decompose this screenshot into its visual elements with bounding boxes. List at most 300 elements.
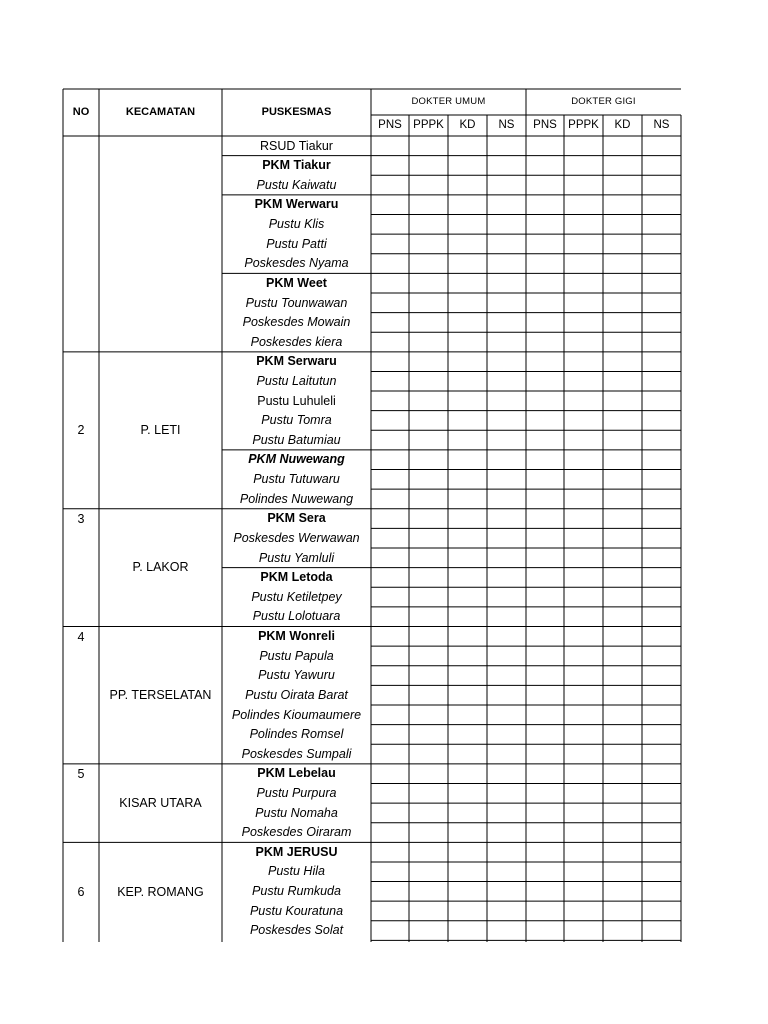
count-input-cell[interactable] <box>642 234 681 254</box>
count-input-cell[interactable] <box>371 509 409 529</box>
count-input-cell[interactable] <box>371 725 409 745</box>
count-input-cell[interactable] <box>642 352 681 372</box>
count-input-cell[interactable] <box>564 862 603 882</box>
count-input-cell[interactable] <box>526 195 564 215</box>
count-input-cell[interactable] <box>371 607 409 627</box>
count-input-cell[interactable] <box>564 921 603 941</box>
count-input-cell[interactable] <box>487 470 526 490</box>
count-input-cell[interactable] <box>603 901 642 921</box>
count-input-cell[interactable] <box>564 587 603 607</box>
count-input-cell[interactable] <box>526 136 564 156</box>
count-input-cell[interactable] <box>371 234 409 254</box>
count-input-cell[interactable] <box>371 528 409 548</box>
count-input-cell[interactable] <box>642 273 681 293</box>
count-input-cell[interactable] <box>448 744 487 764</box>
count-input-cell[interactable] <box>448 254 487 274</box>
count-input-cell[interactable] <box>526 823 564 843</box>
count-input-cell[interactable] <box>564 823 603 843</box>
count-input-cell[interactable] <box>409 803 448 823</box>
count-input-cell[interactable] <box>371 254 409 274</box>
count-input-cell[interactable] <box>603 823 642 843</box>
count-input-cell[interactable] <box>603 273 642 293</box>
count-input-cell[interactable] <box>642 803 681 823</box>
count-input-cell[interactable] <box>526 882 564 902</box>
count-input-cell[interactable] <box>409 646 448 666</box>
count-input-cell[interactable] <box>409 685 448 705</box>
count-input-cell[interactable] <box>603 705 642 725</box>
count-input-cell[interactable] <box>448 509 487 529</box>
count-input-cell[interactable] <box>526 411 564 431</box>
count-input-cell[interactable] <box>564 411 603 431</box>
count-input-cell[interactable] <box>564 548 603 568</box>
count-input-cell[interactable] <box>448 882 487 902</box>
count-input-cell[interactable] <box>603 528 642 548</box>
count-input-cell[interactable] <box>487 921 526 941</box>
count-input-cell[interactable] <box>564 254 603 274</box>
count-input-cell[interactable] <box>409 136 448 156</box>
count-input-cell[interactable] <box>448 568 487 588</box>
count-input-cell[interactable] <box>564 450 603 470</box>
count-input-cell[interactable] <box>371 548 409 568</box>
count-input-cell[interactable] <box>564 489 603 509</box>
count-input-cell[interactable] <box>448 293 487 313</box>
count-input-cell[interactable] <box>409 293 448 313</box>
count-input-cell[interactable] <box>409 528 448 548</box>
count-input-cell[interactable] <box>371 175 409 195</box>
count-input-cell[interactable] <box>603 234 642 254</box>
count-input-cell[interactable] <box>642 332 681 352</box>
count-input-cell[interactable] <box>487 548 526 568</box>
count-input-cell[interactable] <box>603 764 642 784</box>
count-input-cell[interactable] <box>487 528 526 548</box>
count-input-cell[interactable] <box>564 293 603 313</box>
count-input-cell[interactable] <box>409 764 448 784</box>
count-input-cell[interactable] <box>526 685 564 705</box>
count-input-cell[interactable] <box>487 568 526 588</box>
count-input-cell[interactable] <box>448 450 487 470</box>
count-input-cell[interactable] <box>371 685 409 705</box>
count-input-cell[interactable] <box>371 646 409 666</box>
count-input-cell[interactable] <box>642 764 681 784</box>
count-input-cell[interactable] <box>448 371 487 391</box>
count-input-cell[interactable] <box>409 509 448 529</box>
count-input-cell[interactable] <box>487 234 526 254</box>
count-input-cell[interactable] <box>487 214 526 234</box>
count-input-cell[interactable] <box>409 568 448 588</box>
count-input-cell[interactable] <box>487 764 526 784</box>
count-input-cell[interactable] <box>448 195 487 215</box>
count-input-cell[interactable] <box>603 548 642 568</box>
count-input-cell[interactable] <box>603 293 642 313</box>
count-input-cell[interactable] <box>526 783 564 803</box>
count-input-cell[interactable] <box>564 391 603 411</box>
count-input-cell[interactable] <box>409 156 448 176</box>
count-input-cell[interactable] <box>487 842 526 862</box>
count-input-cell[interactable] <box>564 234 603 254</box>
count-input-cell[interactable] <box>564 803 603 823</box>
count-input-cell[interactable] <box>487 685 526 705</box>
count-input-cell[interactable] <box>448 725 487 745</box>
count-input-cell[interactable] <box>526 352 564 372</box>
count-input-cell[interactable] <box>487 862 526 882</box>
count-input-cell[interactable] <box>409 627 448 647</box>
count-input-cell[interactable] <box>603 666 642 686</box>
count-input-cell[interactable] <box>642 195 681 215</box>
count-input-cell[interactable] <box>526 470 564 490</box>
count-input-cell[interactable] <box>603 685 642 705</box>
count-input-cell[interactable] <box>371 273 409 293</box>
count-input-cell[interactable] <box>564 273 603 293</box>
count-input-cell[interactable] <box>448 214 487 234</box>
count-input-cell[interactable] <box>487 509 526 529</box>
count-input-cell[interactable] <box>603 332 642 352</box>
count-input-cell[interactable] <box>409 470 448 490</box>
count-input-cell[interactable] <box>526 587 564 607</box>
count-input-cell[interactable] <box>371 411 409 431</box>
count-input-cell[interactable] <box>642 568 681 588</box>
count-input-cell[interactable] <box>526 214 564 234</box>
count-input-cell[interactable] <box>642 156 681 176</box>
count-input-cell[interactable] <box>371 214 409 234</box>
count-input-cell[interactable] <box>526 371 564 391</box>
count-input-cell[interactable] <box>487 803 526 823</box>
count-input-cell[interactable] <box>526 901 564 921</box>
count-input-cell[interactable] <box>526 254 564 274</box>
count-input-cell[interactable] <box>448 587 487 607</box>
count-input-cell[interactable] <box>487 293 526 313</box>
count-input-cell[interactable] <box>409 783 448 803</box>
count-input-cell[interactable] <box>448 842 487 862</box>
count-input-cell[interactable] <box>448 627 487 647</box>
count-input-cell[interactable] <box>603 803 642 823</box>
count-input-cell[interactable] <box>487 882 526 902</box>
count-input-cell[interactable] <box>526 627 564 647</box>
count-input-cell[interactable] <box>409 587 448 607</box>
count-input-cell[interactable] <box>526 764 564 784</box>
count-input-cell[interactable] <box>564 528 603 548</box>
count-input-cell[interactable] <box>642 489 681 509</box>
count-input-cell[interactable] <box>526 528 564 548</box>
count-input-cell[interactable] <box>487 195 526 215</box>
count-input-cell[interactable] <box>409 882 448 902</box>
count-input-cell[interactable] <box>564 764 603 784</box>
count-input-cell[interactable] <box>603 175 642 195</box>
count-input-cell[interactable] <box>564 725 603 745</box>
count-input-cell[interactable] <box>564 783 603 803</box>
count-input-cell[interactable] <box>487 587 526 607</box>
count-input-cell[interactable] <box>564 156 603 176</box>
count-input-cell[interactable] <box>409 214 448 234</box>
count-input-cell[interactable] <box>487 430 526 450</box>
count-input-cell[interactable] <box>526 862 564 882</box>
count-input-cell[interactable] <box>603 254 642 274</box>
count-input-cell[interactable] <box>371 823 409 843</box>
count-input-cell[interactable] <box>642 646 681 666</box>
count-input-cell[interactable] <box>371 744 409 764</box>
count-input-cell[interactable] <box>642 175 681 195</box>
count-input-cell[interactable] <box>487 391 526 411</box>
count-input-cell[interactable] <box>371 195 409 215</box>
count-input-cell[interactable] <box>642 725 681 745</box>
count-input-cell[interactable] <box>371 156 409 176</box>
count-input-cell[interactable] <box>603 411 642 431</box>
count-input-cell[interactable] <box>603 391 642 411</box>
count-input-cell[interactable] <box>409 744 448 764</box>
count-input-cell[interactable] <box>642 430 681 450</box>
count-input-cell[interactable] <box>603 450 642 470</box>
count-input-cell[interactable] <box>564 136 603 156</box>
count-input-cell[interactable] <box>487 273 526 293</box>
count-input-cell[interactable] <box>448 332 487 352</box>
count-input-cell[interactable] <box>409 332 448 352</box>
count-input-cell[interactable] <box>409 391 448 411</box>
count-input-cell[interactable] <box>371 882 409 902</box>
count-input-cell[interactable] <box>642 862 681 882</box>
count-input-cell[interactable] <box>603 862 642 882</box>
count-input-cell[interactable] <box>603 136 642 156</box>
count-input-cell[interactable] <box>487 411 526 431</box>
count-input-cell[interactable] <box>603 156 642 176</box>
count-input-cell[interactable] <box>526 489 564 509</box>
count-input-cell[interactable] <box>409 313 448 333</box>
count-input-cell[interactable] <box>448 391 487 411</box>
count-input-cell[interactable] <box>409 195 448 215</box>
count-input-cell[interactable] <box>371 587 409 607</box>
count-input-cell[interactable] <box>642 528 681 548</box>
count-input-cell[interactable] <box>564 332 603 352</box>
count-input-cell[interactable] <box>642 783 681 803</box>
count-input-cell[interactable] <box>487 666 526 686</box>
count-input-cell[interactable] <box>448 705 487 725</box>
count-input-cell[interactable] <box>409 411 448 431</box>
count-input-cell[interactable] <box>603 371 642 391</box>
count-input-cell[interactable] <box>564 313 603 333</box>
count-input-cell[interactable] <box>448 901 487 921</box>
count-input-cell[interactable] <box>409 234 448 254</box>
count-input-cell[interactable] <box>448 783 487 803</box>
count-input-cell[interactable] <box>487 627 526 647</box>
count-input-cell[interactable] <box>564 882 603 902</box>
count-input-cell[interactable] <box>642 607 681 627</box>
count-input-cell[interactable] <box>642 823 681 843</box>
count-input-cell[interactable] <box>409 371 448 391</box>
count-input-cell[interactable] <box>642 450 681 470</box>
count-input-cell[interactable] <box>564 352 603 372</box>
count-input-cell[interactable] <box>409 921 448 941</box>
count-input-cell[interactable] <box>642 509 681 529</box>
count-input-cell[interactable] <box>526 725 564 745</box>
count-input-cell[interactable] <box>409 823 448 843</box>
count-input-cell[interactable] <box>371 803 409 823</box>
count-input-cell[interactable] <box>526 705 564 725</box>
count-input-cell[interactable] <box>409 862 448 882</box>
count-input-cell[interactable] <box>642 313 681 333</box>
count-input-cell[interactable] <box>487 352 526 372</box>
count-input-cell[interactable] <box>526 607 564 627</box>
count-input-cell[interactable] <box>371 666 409 686</box>
count-input-cell[interactable] <box>642 921 681 941</box>
count-input-cell[interactable] <box>409 489 448 509</box>
count-input-cell[interactable] <box>487 371 526 391</box>
count-input-cell[interactable] <box>526 293 564 313</box>
count-input-cell[interactable] <box>526 313 564 333</box>
count-input-cell[interactable] <box>642 901 681 921</box>
count-input-cell[interactable] <box>487 725 526 745</box>
count-input-cell[interactable] <box>487 783 526 803</box>
count-input-cell[interactable] <box>448 862 487 882</box>
count-input-cell[interactable] <box>564 744 603 764</box>
count-input-cell[interactable] <box>409 254 448 274</box>
count-input-cell[interactable] <box>448 234 487 254</box>
count-input-cell[interactable] <box>371 705 409 725</box>
count-input-cell[interactable] <box>564 371 603 391</box>
count-input-cell[interactable] <box>409 725 448 745</box>
count-input-cell[interactable] <box>526 175 564 195</box>
count-input-cell[interactable] <box>487 450 526 470</box>
count-input-cell[interactable] <box>448 607 487 627</box>
count-input-cell[interactable] <box>642 882 681 902</box>
count-input-cell[interactable] <box>564 705 603 725</box>
count-input-cell[interactable] <box>487 313 526 333</box>
count-input-cell[interactable] <box>487 489 526 509</box>
count-input-cell[interactable] <box>603 646 642 666</box>
count-input-cell[interactable] <box>371 470 409 490</box>
count-input-cell[interactable] <box>409 548 448 568</box>
count-input-cell[interactable] <box>642 391 681 411</box>
count-input-cell[interactable] <box>526 803 564 823</box>
count-input-cell[interactable] <box>603 744 642 764</box>
count-input-cell[interactable] <box>448 313 487 333</box>
count-input-cell[interactable] <box>603 627 642 647</box>
count-input-cell[interactable] <box>371 450 409 470</box>
count-input-cell[interactable] <box>487 254 526 274</box>
count-input-cell[interactable] <box>603 607 642 627</box>
count-input-cell[interactable] <box>371 568 409 588</box>
count-input-cell[interactable] <box>603 783 642 803</box>
count-input-cell[interactable] <box>642 371 681 391</box>
count-input-cell[interactable] <box>603 509 642 529</box>
count-input-cell[interactable] <box>448 136 487 156</box>
count-input-cell[interactable] <box>487 332 526 352</box>
count-input-cell[interactable] <box>409 666 448 686</box>
count-input-cell[interactable] <box>603 725 642 745</box>
count-input-cell[interactable] <box>526 666 564 686</box>
count-input-cell[interactable] <box>409 352 448 372</box>
count-input-cell[interactable] <box>603 195 642 215</box>
count-input-cell[interactable] <box>448 352 487 372</box>
count-input-cell[interactable] <box>564 646 603 666</box>
count-input-cell[interactable] <box>564 175 603 195</box>
count-input-cell[interactable] <box>642 587 681 607</box>
count-input-cell[interactable] <box>642 470 681 490</box>
count-input-cell[interactable] <box>603 842 642 862</box>
count-input-cell[interactable] <box>603 470 642 490</box>
count-input-cell[interactable] <box>409 430 448 450</box>
count-input-cell[interactable] <box>487 175 526 195</box>
count-input-cell[interactable] <box>487 646 526 666</box>
count-input-cell[interactable] <box>448 685 487 705</box>
count-input-cell[interactable] <box>564 195 603 215</box>
count-input-cell[interactable] <box>487 823 526 843</box>
count-input-cell[interactable] <box>371 391 409 411</box>
count-input-cell[interactable] <box>371 352 409 372</box>
count-input-cell[interactable] <box>448 430 487 450</box>
count-input-cell[interactable] <box>526 391 564 411</box>
count-input-cell[interactable] <box>526 450 564 470</box>
count-input-cell[interactable] <box>448 411 487 431</box>
count-input-cell[interactable] <box>642 136 681 156</box>
count-input-cell[interactable] <box>642 411 681 431</box>
count-input-cell[interactable] <box>371 489 409 509</box>
count-input-cell[interactable] <box>564 685 603 705</box>
count-input-cell[interactable] <box>526 842 564 862</box>
count-input-cell[interactable] <box>448 273 487 293</box>
count-input-cell[interactable] <box>448 646 487 666</box>
count-input-cell[interactable] <box>642 293 681 313</box>
count-input-cell[interactable] <box>526 156 564 176</box>
count-input-cell[interactable] <box>603 489 642 509</box>
count-input-cell[interactable] <box>642 666 681 686</box>
count-input-cell[interactable] <box>642 705 681 725</box>
count-input-cell[interactable] <box>526 332 564 352</box>
count-input-cell[interactable] <box>448 764 487 784</box>
count-input-cell[interactable] <box>526 509 564 529</box>
count-input-cell[interactable] <box>603 921 642 941</box>
count-input-cell[interactable] <box>371 293 409 313</box>
count-input-cell[interactable] <box>409 842 448 862</box>
count-input-cell[interactable] <box>448 156 487 176</box>
count-input-cell[interactable] <box>564 568 603 588</box>
count-input-cell[interactable] <box>642 842 681 862</box>
count-input-cell[interactable] <box>564 607 603 627</box>
count-input-cell[interactable] <box>371 313 409 333</box>
count-input-cell[interactable] <box>448 528 487 548</box>
count-input-cell[interactable] <box>564 842 603 862</box>
count-input-cell[interactable] <box>448 470 487 490</box>
count-input-cell[interactable] <box>409 273 448 293</box>
count-input-cell[interactable] <box>448 803 487 823</box>
count-input-cell[interactable] <box>526 273 564 293</box>
count-input-cell[interactable] <box>526 568 564 588</box>
count-input-cell[interactable] <box>409 607 448 627</box>
count-input-cell[interactable] <box>603 882 642 902</box>
count-input-cell[interactable] <box>371 842 409 862</box>
count-input-cell[interactable] <box>526 646 564 666</box>
count-input-cell[interactable] <box>564 509 603 529</box>
count-input-cell[interactable] <box>564 470 603 490</box>
count-input-cell[interactable] <box>642 254 681 274</box>
count-input-cell[interactable] <box>642 548 681 568</box>
count-input-cell[interactable] <box>409 450 448 470</box>
count-input-cell[interactable] <box>487 744 526 764</box>
count-input-cell[interactable] <box>564 214 603 234</box>
count-input-cell[interactable] <box>409 901 448 921</box>
count-input-cell[interactable] <box>642 627 681 647</box>
count-input-cell[interactable] <box>642 744 681 764</box>
count-input-cell[interactable] <box>487 136 526 156</box>
count-input-cell[interactable] <box>603 352 642 372</box>
count-input-cell[interactable] <box>448 666 487 686</box>
count-input-cell[interactable] <box>371 921 409 941</box>
count-input-cell[interactable] <box>371 136 409 156</box>
count-input-cell[interactable] <box>642 214 681 234</box>
count-input-cell[interactable] <box>526 234 564 254</box>
count-input-cell[interactable] <box>526 548 564 568</box>
count-input-cell[interactable] <box>487 901 526 921</box>
count-input-cell[interactable] <box>371 627 409 647</box>
count-input-cell[interactable] <box>526 744 564 764</box>
count-input-cell[interactable] <box>564 901 603 921</box>
